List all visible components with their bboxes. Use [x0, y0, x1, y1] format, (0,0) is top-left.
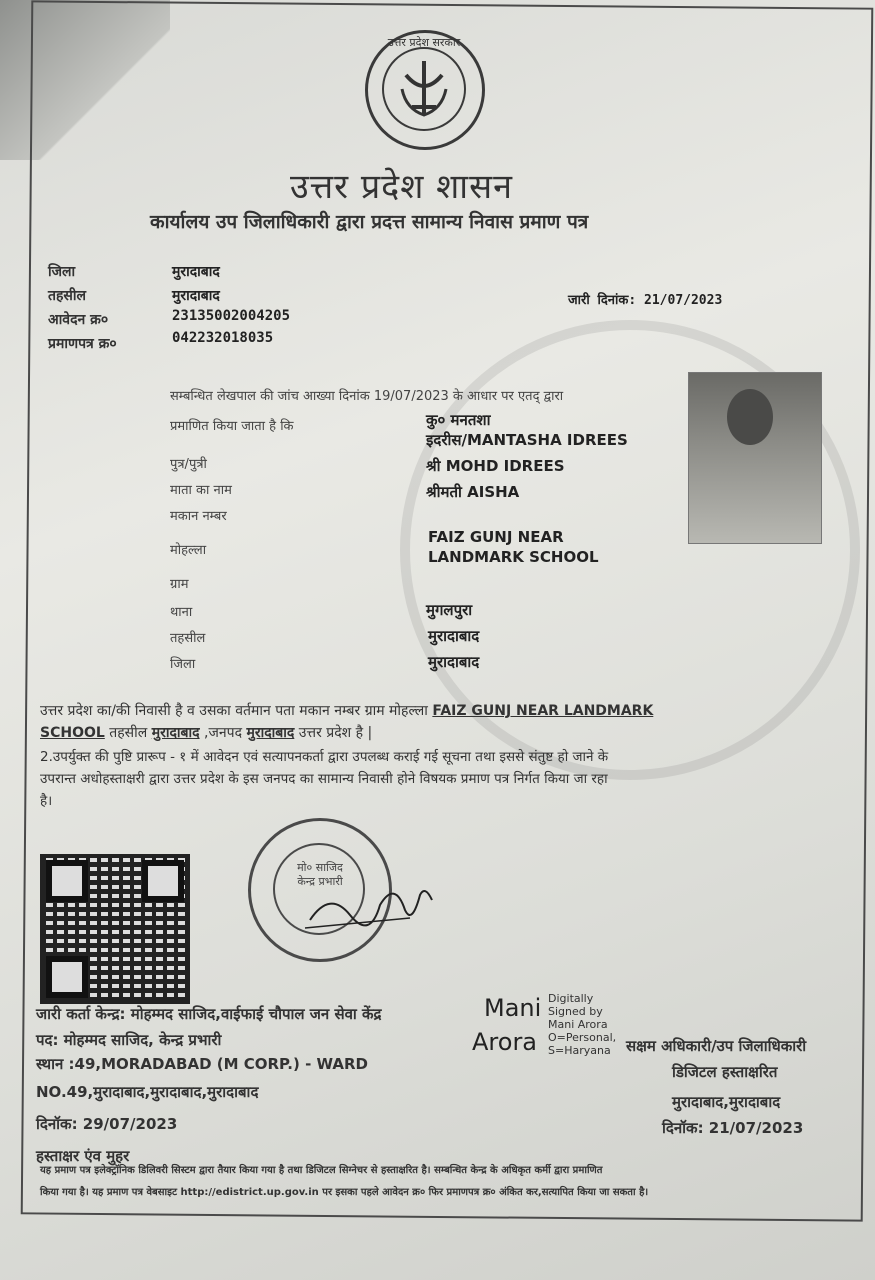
application-label: आवेदन क्र० — [48, 312, 109, 328]
residence-text-a: उत्तर प्रदेश का/की निवासी है व उसका वर्तमान पता मकान नम्बर ग्राम मोहल्ला — [40, 703, 433, 719]
tehsil-label: तहसील — [48, 288, 86, 304]
residence-text-c: ,जनपद — [199, 725, 247, 741]
mother-label: माता का नाम — [170, 483, 232, 498]
parent-label: पुत्र/पुत्री — [170, 457, 207, 472]
issue-date-right: दिनॉक: 21/07/2023 — [662, 1119, 804, 1137]
certificate-number: 042232018035 — [172, 330, 274, 346]
digital-sign-d3: Mani Arora — [548, 1018, 608, 1031]
digital-sign-details — [548, 992, 616, 1057]
disclaimer-line-2: किया गया है। यह प्रमाण पत्र वेबसाइट http://edistrict.up.gov.in पर इसका पहले आवेदन क्र० फिर प्रमाणपत्र क्र० अंकित कर,सत्यापित किया जा सकता है। — [40, 1187, 649, 1198]
detail-tehsil-value: मुरादाबाद — [428, 627, 480, 645]
digital-sign-d4: O=Personal, — [548, 1031, 617, 1044]
residence-address: FAIZ GUNJ NEAR LANDMARK — [432, 703, 654, 719]
district-label: जिला — [48, 264, 76, 280]
signature — [300, 870, 440, 940]
seal-text: उत्तर प्रदेश सरकार — [387, 36, 461, 49]
detail-district-value: मुरादाबाद — [428, 653, 480, 671]
application-number: 23135002004205 — [172, 308, 291, 324]
police-value: मुगलपुरा — [426, 601, 473, 619]
district-value: मुरादाबाद — [172, 264, 220, 280]
certify-label: प्रमाणित किया जाता है कि — [170, 419, 294, 434]
state-emblem-seal — [365, 30, 485, 150]
digital-sign-d2: Signed by — [548, 1005, 603, 1018]
confirmation-line-3: है। — [40, 793, 53, 809]
issue-date-left: दिनॉक: 29/07/2023 — [36, 1115, 178, 1133]
disclaimer-line-1: यह प्रमाण पत्र इलेक्ट्रॉनिक डिलिवरी सिस्टम द्वारा तैयार किया गया है तथा डिजिटल सिग्नेचर से हस्ताक्षरित है। सम्बन्धित केन्द्र के अधिकृत कर्मी द्वारा प्रमाणित — [40, 1165, 603, 1176]
certificate-label: प्रमाणपत्र क्र० — [48, 336, 117, 352]
qr-finder-top-right — [142, 860, 184, 902]
applicant-name: इदरीस/MANTASHA IDREES — [426, 431, 628, 449]
face-icon — [727, 389, 773, 445]
confirmation-line-1: 2.उपर्युक्त की पुष्टि प्रारूप - १ में आवेदन एवं सत्यापनकर्ता द्वारा उपलब्ध कराई गई सूचना तथा इससे संतुष्ट हो जाने के — [40, 749, 609, 765]
location-line-1: स्थान :49,MORADABAD (M CORP.) - WARD — [36, 1055, 368, 1073]
residence-text-d: उत्तर प्रदेश है | — [294, 725, 373, 741]
qr-code — [40, 854, 190, 1004]
issue-date: जारी दिनांक: 21/07/2023 — [568, 293, 723, 308]
disclaimer — [40, 1160, 648, 1204]
residence-address-2: SCHOOL — [40, 725, 105, 741]
emblem-icon — [382, 47, 466, 131]
detail-tehsil-label: तहसील — [170, 631, 206, 646]
residence-tehsil: मुरादाबाद — [151, 725, 200, 741]
page-title: उत्तर प्रदेश शासन — [290, 167, 513, 207]
applicant-name-hindi: कु० मनतशा — [426, 411, 491, 429]
house-label: मकान नम्बर — [170, 509, 227, 524]
detail-district-label: जिला — [170, 657, 196, 672]
qr-finder-bottom-left — [46, 956, 88, 998]
designation: पद: मोहम्मद साजिद, केन्द्र प्रभारी — [36, 1031, 222, 1049]
issuing-center: जारी कर्ता केन्द्र: मोहम्मद साजिद,वाईफाई चौपाल जन सेवा केंद्र — [36, 1005, 382, 1023]
digital-sign-d1: Digitally — [548, 992, 594, 1005]
residence-paragraph — [40, 700, 840, 744]
parent-value: श्री MOHD IDREES — [426, 457, 565, 475]
mohalla-value-2: LANDMARK SCHOOL — [428, 548, 599, 566]
digitally-signed-label: डिजिटल हस्ताक्षरित — [672, 1063, 778, 1081]
mohalla-label: मोहल्ला — [170, 543, 207, 558]
confirmation-line-2: उपरान्त अधोहस्ताक्षरी द्वारा उत्तर प्रदेश के इस जनपद का सामान्य निवासी होने विषयक प्रमाण पत्र निर्गत किया जा रहा — [40, 771, 608, 787]
digital-sign-d5: S=Haryana — [548, 1044, 611, 1057]
residence-text-b: तहसील — [104, 725, 152, 741]
details-intro: सम्बन्धित लेखपाल की जांच आख्या दिनांक 19/07/2023 के आधार पर एतद् द्वारा — [170, 389, 564, 404]
village-label: ग्राम — [170, 577, 189, 592]
mohalla-value-1: FAIZ GUNJ NEAR — [428, 528, 564, 546]
stamp-line-2: केन्द्र प्रभारी — [297, 875, 343, 888]
digital-sign-name-1: Mani — [484, 994, 542, 1022]
officer-title: सक्षम अधिकारी/उप जिलाधिकारी — [626, 1037, 807, 1055]
page-subtitle: कार्यालय उप जिलाधिकारी द्वारा प्रदत्त सामान्य निवास प्रमाण पत्र — [150, 211, 589, 233]
location-line-2: NO.49,मुरादाबाद,मुरादाबाद,मुरादाबाद — [36, 1083, 259, 1101]
tehsil-value: मुरादाबाद — [172, 288, 220, 304]
signature-seal-label: हस्ताक्षर एंव मुहर — [36, 1147, 130, 1165]
stamp-line-1: मो० साजिद — [297, 861, 343, 874]
qr-finder-top-left — [46, 860, 88, 902]
police-label: थाना — [170, 605, 193, 620]
digital-sign-name-2: Arora — [472, 1028, 538, 1056]
mother-value: श्रीमती AISHA — [426, 483, 520, 501]
residence-district: मुरादाबाद — [246, 725, 295, 741]
confirmation-paragraph — [40, 746, 850, 812]
officer-location: मुरादाबाद,मुरादाबाद — [672, 1093, 781, 1111]
applicant-photo — [688, 372, 822, 544]
